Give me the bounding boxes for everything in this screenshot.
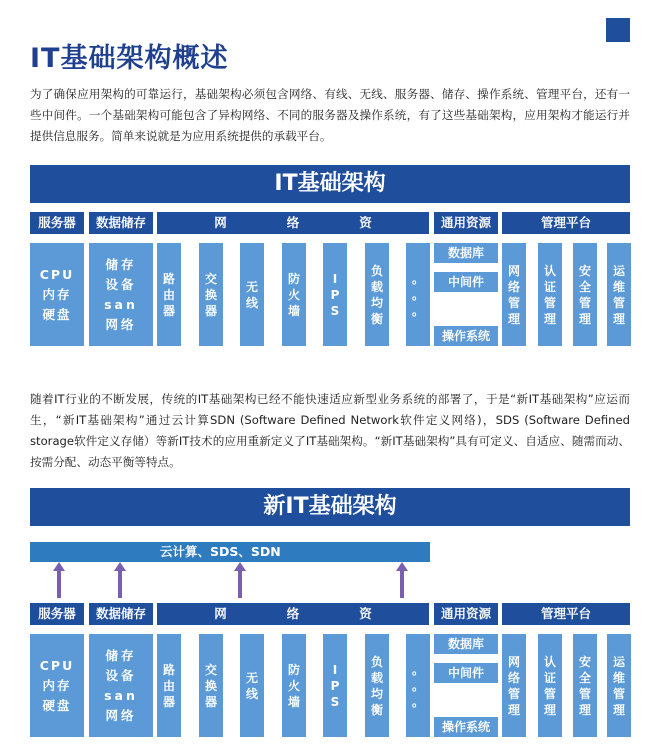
management-column-char: 全: [578, 279, 591, 294]
management-column: [502, 634, 526, 737]
management-column-char: 理: [578, 702, 591, 717]
management-column-char: 管: [612, 295, 625, 310]
management-column-char: 络: [507, 279, 520, 294]
diagram2-title-bar: 新IT基础架构: [30, 488, 630, 526]
diagram1-title-bar: IT基础架构: [30, 165, 630, 203]
management-column-char: 理: [507, 702, 520, 717]
storage-panel-text: [104, 255, 138, 335]
management-column-char: 全: [578, 670, 591, 685]
storage-item: 储存: [105, 256, 137, 272]
management-column: [538, 634, 562, 737]
management-column-char: 认: [543, 263, 556, 278]
header-management-platform: 管理平台: [502, 212, 630, 234]
management-column-char: 网: [507, 263, 520, 278]
management-column: [573, 243, 597, 346]
header-network-resources: [157, 212, 429, 234]
management-column-char: 网: [507, 654, 520, 669]
header-network-char: 络: [286, 606, 300, 621]
storage-item: 储存: [105, 647, 137, 663]
network-column: [365, 243, 389, 346]
server-item: 硬盘: [42, 697, 72, 713]
management-column-char: 安: [578, 263, 591, 278]
storage-panel: [89, 634, 153, 737]
management-column-char: 管: [507, 295, 520, 310]
header-storage: 数据储存: [89, 212, 153, 234]
network-column-char: 。: [411, 287, 424, 302]
management-column-char: 理: [543, 311, 556, 326]
network-column-char: S: [330, 303, 340, 318]
management-column-char: 络: [507, 670, 520, 685]
header-network-char: 资: [359, 606, 372, 621]
server-item: 内存: [42, 286, 72, 302]
network-column-char: 器: [204, 694, 217, 709]
management-column-char: 理: [578, 311, 591, 326]
network-column-char: 器: [162, 694, 175, 709]
storage-item: 设备: [105, 667, 137, 683]
network-column-char: 火: [287, 287, 300, 302]
network-column: [240, 243, 264, 346]
header-general-resources: 通用资源: [434, 212, 498, 234]
network-column-char: 换: [204, 678, 217, 693]
general-resource-item: 数据库: [434, 634, 498, 654]
management-column-char: 认: [543, 654, 556, 669]
corner-square-decoration: [606, 18, 630, 42]
network-column-char: P: [330, 287, 340, 302]
network-column-char: I: [332, 662, 338, 677]
network-column-char: 。: [411, 694, 424, 709]
management-column-char: 安: [578, 654, 591, 669]
network-column-char: 由: [162, 678, 175, 693]
network-column-char: 线: [245, 295, 258, 310]
header-storage: 数据储存: [89, 603, 153, 625]
network-column: [323, 634, 347, 737]
network-column: [282, 243, 306, 346]
network-column-char: 。: [411, 303, 424, 318]
network-column-char: 器: [162, 303, 175, 318]
general-resource-item: 操作系统: [434, 717, 498, 737]
server-panel-text: [40, 265, 75, 325]
network-column-char: 。: [411, 678, 424, 693]
network-column-char: 均: [370, 295, 383, 310]
network-column-char: 均: [370, 686, 383, 701]
management-column: [573, 634, 597, 737]
cloud-sds-sdn-bar: 云计算、SDS、SDN: [30, 542, 430, 562]
management-column-char: 理: [543, 702, 556, 717]
network-column-char: 负: [370, 263, 383, 278]
management-column-char: 维: [612, 279, 625, 294]
network-column-char: 负: [370, 654, 383, 669]
network-column: [282, 634, 306, 737]
general-resource-item: 中间件: [434, 272, 498, 292]
management-column-char: 运: [612, 654, 625, 669]
header-network-resources: [157, 603, 429, 625]
general-resource-item: 中间件: [434, 663, 498, 683]
management-column-char: 维: [612, 670, 625, 685]
network-column-char: 线: [245, 686, 258, 701]
network-column-char: 路: [162, 271, 175, 286]
general-resource-item: 操作系统: [434, 326, 498, 346]
management-column: [538, 243, 562, 346]
network-column: [406, 634, 430, 737]
header-network-char: 资: [359, 215, 372, 230]
network-column-char: 器: [204, 303, 217, 318]
server-item: 内存: [42, 677, 72, 693]
storage-panel-text: [104, 646, 138, 726]
network-column-char: P: [330, 678, 340, 693]
management-column-char: 证: [543, 670, 556, 685]
page-title: IT基础架构概述: [30, 43, 229, 74]
header-network-char: 络: [286, 215, 300, 230]
network-column-char: 载: [370, 279, 383, 294]
header-network-char: 网: [214, 215, 227, 230]
header-network-char: 网: [214, 606, 227, 621]
network-column-char: 交: [204, 662, 217, 677]
storage-item: san: [104, 687, 138, 703]
server-item: 硬盘: [42, 306, 72, 322]
management-column-char: 管: [578, 295, 591, 310]
header-server: 服务器: [30, 603, 84, 625]
server-panel: [30, 634, 84, 737]
management-column-char: 管: [578, 686, 591, 701]
network-column-char: 路: [162, 662, 175, 677]
header-management-platform: 管理平台: [502, 603, 630, 625]
management-column: [607, 634, 631, 737]
management-column: [607, 243, 631, 346]
network-column: [365, 634, 389, 737]
network-column-char: 。: [411, 271, 424, 286]
network-column: [157, 243, 181, 346]
network-column-char: S: [330, 694, 340, 709]
server-panel-text: [40, 656, 75, 716]
management-column-char: 理: [507, 311, 520, 326]
network-column-char: 墙: [287, 303, 300, 318]
management-column-char: 管: [543, 686, 556, 701]
network-column-char: 由: [162, 287, 175, 302]
network-column-char: 换: [204, 287, 217, 302]
network-column-char: 衡: [370, 311, 383, 326]
new-it-paragraph: 随着IT行业的不断发展，传统的IT基础架构已经不能快速适应新型业务系统的部署了，于是“新IT基础架构”应运而生，“新IT基础架构”通过云计算SDN (Software Defined Network软件定义网络)，SDS (Software Defined storage软件定义存储）等新IT技术的应用重新定义了IT基础架构。“新IT基础架构”具有可定义、自适应、随需而动、按需分配、动态平衡等特点。: [30, 392, 630, 469]
storage-panel: [89, 243, 153, 346]
management-column-char: 管: [543, 295, 556, 310]
management-column-char: 管: [507, 686, 520, 701]
network-column: [199, 634, 223, 737]
network-column: [240, 634, 264, 737]
header-server: 服务器: [30, 212, 84, 234]
management-column: [502, 243, 526, 346]
intro-paragraph: 为了确保应用架构的可靠运行，基础架构必须包含网络、有线、无线、服务器、储存、操作系统、管理平台，还有一些中间件。一个基础架构可能包含了异构网络、不同的服务器及操作系统，有了这些基础架构，应用架构才能运行并提供信息服务。简单来说就是为应用系统提供的承载平台。: [30, 87, 630, 143]
network-column-char: 衡: [370, 702, 383, 717]
storage-item: 网络: [105, 707, 137, 723]
network-column-char: 载: [370, 670, 383, 685]
network-column-char: 无: [245, 670, 258, 685]
network-column-char: 防: [287, 662, 300, 677]
management-column-char: 管: [612, 686, 625, 701]
network-column: [406, 243, 430, 346]
network-column-char: 交: [204, 271, 217, 286]
server-item: CPU: [39, 266, 75, 282]
network-column-char: 墙: [287, 694, 300, 709]
management-column-char: 理: [612, 702, 625, 717]
network-column-char: 无: [245, 279, 258, 294]
network-column-char: 火: [287, 678, 300, 693]
network-column: [199, 243, 223, 346]
management-column-char: 运: [612, 263, 625, 278]
management-column-char: 理: [612, 311, 625, 326]
server-item: CPU: [39, 657, 75, 673]
server-panel: [30, 243, 84, 346]
storage-item: 设备: [105, 276, 137, 292]
network-column: [323, 243, 347, 346]
storage-item: san: [104, 296, 138, 312]
header-general-resources: 通用资源: [434, 603, 498, 625]
network-column: [157, 634, 181, 737]
general-resource-item: 数据库: [434, 243, 498, 263]
storage-item: 网络: [105, 316, 137, 332]
network-column-char: 防: [287, 271, 300, 286]
management-column-char: 证: [543, 279, 556, 294]
network-column-char: 。: [411, 662, 424, 677]
network-column-char: I: [332, 271, 338, 286]
